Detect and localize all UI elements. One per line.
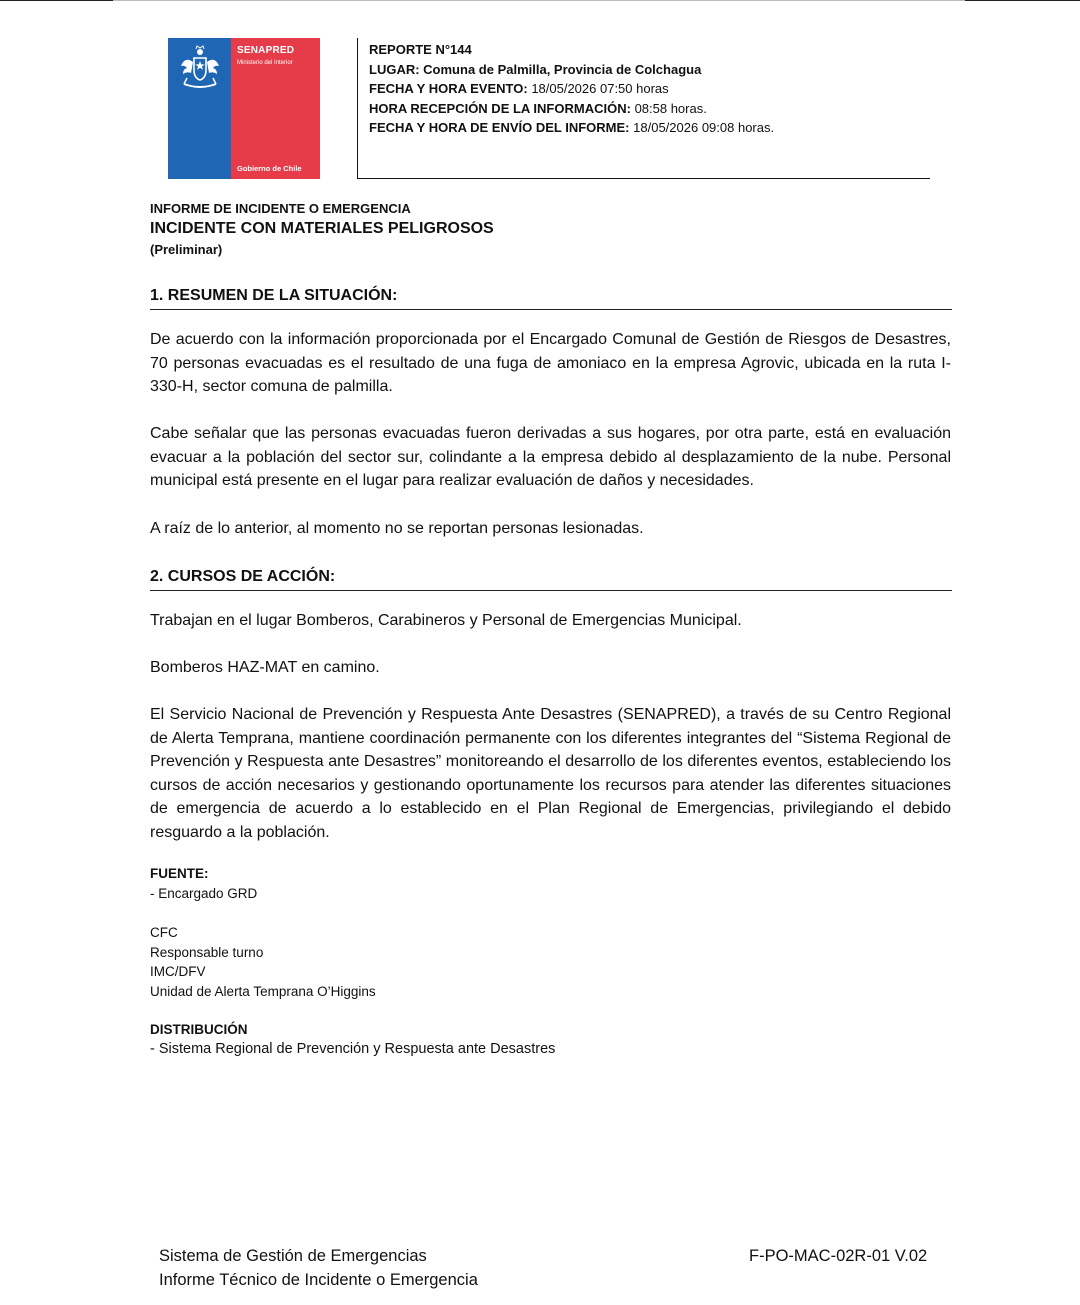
- summary-paragraph: Cabe señalar que las personas evacuadas fueron derivadas a sus hogares, por otra parte, está en evaluación evacuar a la población del sector sur, colindante a la empresa debido al desplazamiento de la nube. Personal municipal está presente en el lugar para realizar evaluación de daños y necesidades.: [150, 425, 951, 490]
- document-titles: [150, 200, 494, 260]
- document-type: INFORME DE INCIDENTE O EMERGENCIA: [150, 201, 411, 216]
- signature-line: IMC/DFV: [150, 964, 206, 979]
- signature-line: CFC: [150, 925, 178, 940]
- logo-ministry-text: Ministerio del Interior: [237, 60, 293, 66]
- page-top-rule-left: [0, 0, 113, 1]
- report-number: REPORTE N°144: [369, 42, 472, 57]
- logo-blue-panel: [168, 38, 231, 179]
- report-place: LUGAR: Comuna de Palmilla, Provincia de Colchagua: [369, 61, 702, 77]
- logo-brand-text: SENAPRED: [237, 45, 295, 56]
- signature-line: Unidad de Alerta Temprana O’Higgins: [150, 983, 376, 999]
- source-item: - Encargado GRD: [150, 885, 258, 901]
- logo-government-text: Gobierno de Chile: [237, 164, 302, 173]
- senapred-logo: [168, 38, 320, 179]
- footer-system-name: Sistema de Gestión de Emergencias: [159, 1247, 427, 1265]
- page-top-rule: [113, 0, 965, 1]
- coat-of-arms-icon: [174, 44, 226, 94]
- report-header: [357, 38, 930, 179]
- footer-left: [159, 1244, 478, 1292]
- distribution-block: [150, 1020, 555, 1059]
- footer-document-code: F-PO-MAC-02R-01 V.02: [749, 1247, 928, 1265]
- report-event-datetime: FECHA Y HORA EVENTO: 18/05/2026 07:50 horas: [369, 81, 669, 96]
- section-heading-actions: 2. CURSOS DE ACCIÓN:: [150, 566, 952, 591]
- report-reception-time: HORA RECEPCIÓN DE LA INFORMACIÓN: 08:58 horas.: [369, 100, 707, 116]
- logo-red-panel: [231, 38, 320, 179]
- footer-document-name: Informe Técnico de Incidente o Emergencia: [159, 1271, 478, 1289]
- distribution-item: - Sistema Regional de Prevención y Respuesta ante Desastres: [150, 1040, 556, 1057]
- summary-paragraph: De acuerdo con la información proporcionada por el Encargado Comunal de Gestión de Riesgos de Desastres, 70 personas evacuadas es el resultado de una fuga de amoniaco en la empresa Agrovic, ubicada en la ruta I-330-H, sector comuna de palmilla.: [150, 331, 951, 396]
- signature-block: [150, 923, 376, 1001]
- source-label: FUENTE:: [150, 866, 209, 881]
- actions-paragraph: Bomberos HAZ-MAT en camino.: [150, 659, 380, 676]
- section-heading-summary: 1. RESUMEN DE LA SITUACIÓN:: [150, 285, 952, 310]
- distribution-label: DISTRIBUCIÓN: [150, 1022, 248, 1037]
- page-top-rule-right: [965, 0, 1080, 1]
- document-title: INCIDENTE CON MATERIALES PELIGROSOS: [150, 220, 494, 237]
- document-status: (Preliminar): [150, 242, 223, 257]
- report-sent-datetime: FECHA Y HORA DE ENVÍO DEL INFORME: 18/05/2026 09:08 horas.: [369, 120, 775, 135]
- summary-paragraph: A raíz de lo anterior, al momento no se reportan personas lesionadas.: [150, 520, 644, 537]
- actions-paragraph: El Servicio Nacional de Prevención y Respuesta Ante Desastres (SENAPRED), a través de su Centro Regional de Alerta Temprana, mantiene coordinación permanente con los diferentes integrantes del “Sistema Regional de Prevención y Respuesta ante Desastres” monitoreando el desarrollo de los diferentes eventos, estableciendo los cursos de acción necesarios y gestionando oportunamente los recursos para atender las diferentes situaciones de emergencia de acuerdo a lo establecido en el Plan Regional de Emergencias, privilegiando el debido resguardo a la población.: [150, 706, 951, 841]
- source-block: [150, 864, 257, 903]
- actions-paragraph: Trabajan en el lugar Bomberos, Carabineros y Personal de Emergencias Municipal.: [150, 612, 742, 629]
- signature-line: Responsable turno: [150, 944, 264, 960]
